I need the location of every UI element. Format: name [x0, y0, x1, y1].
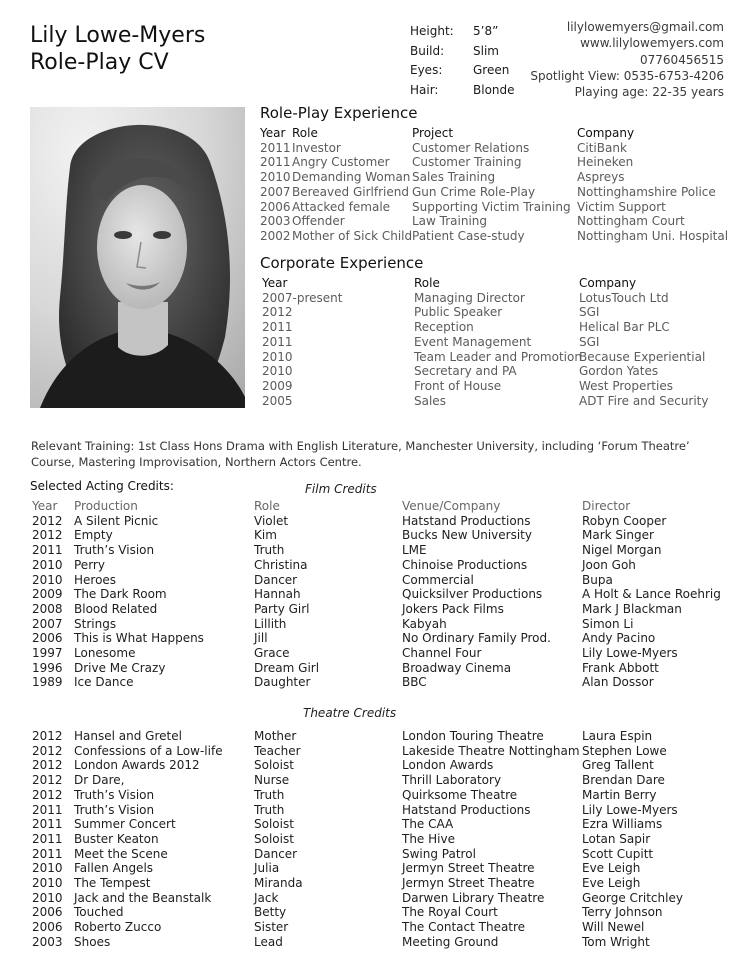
cell-company: LotusTouch Ltd: [579, 290, 669, 305]
cell-venue: Jermyn Street Theatre: [402, 876, 535, 891]
cell-role: Jack: [254, 890, 279, 905]
cell-director: Eve Leigh: [582, 876, 641, 891]
cell-production: Perry: [74, 557, 105, 572]
cell-production: Ice Dance: [74, 675, 134, 690]
roleplay-table: [260, 126, 728, 244]
cell-venue: London Awards: [402, 758, 494, 773]
cell-venue: The CAA: [402, 817, 454, 832]
col-production: Production: [74, 499, 138, 513]
cell-role: Grace: [254, 646, 290, 661]
cell-production: Shoes: [74, 934, 111, 949]
cell-venue: Meeting Ground: [402, 934, 499, 949]
table-row: [32, 543, 721, 558]
col-year: Year: [262, 276, 288, 290]
cell-production: Dr Dare,: [74, 773, 125, 788]
cell-director: Will Newel: [582, 920, 645, 935]
cell-company: Gordon Yates: [579, 364, 659, 379]
table-row: [32, 832, 683, 847]
col-company: Company: [579, 276, 637, 290]
cell-production: Truth’s Vision: [74, 787, 155, 802]
cell-venue: BBC: [402, 675, 427, 690]
cell-year: 1989: [32, 675, 63, 690]
cell-year: 2010: [32, 861, 63, 876]
cell-year: 2010: [260, 170, 291, 185]
cell-role: Soloist: [254, 817, 294, 832]
cell-venue: The Hive: [402, 831, 455, 846]
cell-company: Heineken: [577, 155, 634, 170]
cell-project: Law Training: [412, 214, 488, 229]
cell-production: Truth’s Vision: [74, 802, 155, 817]
cell-year: 2005: [262, 393, 293, 408]
cell-production: Drive Me Crazy: [74, 660, 166, 675]
table-row: [32, 861, 683, 876]
cell-year: 2012: [32, 787, 63, 802]
stat-value: 5’8”: [473, 24, 499, 38]
cell-year: 2002: [260, 228, 291, 243]
cell-role: Reception: [414, 320, 474, 335]
table-row: [262, 350, 709, 365]
theatre-credits-table: [32, 729, 683, 950]
table-row: [32, 817, 683, 832]
cell-role: Mother of Sick Child: [292, 228, 413, 243]
cell-director: Mark Singer: [582, 528, 654, 543]
cell-role: Sister: [254, 920, 289, 935]
cell-role: Nurse: [254, 773, 290, 788]
cell-year: 1997: [32, 646, 63, 661]
cell-director: Eve Leigh: [582, 861, 641, 876]
table-row: [262, 335, 709, 350]
spotlight-id: Spotlight View: 0535-6753-4206: [530, 68, 724, 83]
table-row: [32, 803, 683, 818]
table-row: [262, 305, 709, 320]
cell-role: Demanding Woman: [292, 170, 411, 185]
cell-year: 2003: [32, 934, 63, 949]
col-project: Project: [412, 126, 454, 140]
cell-company: Nottingham Uni. Hospital: [577, 228, 729, 243]
cell-venue: Channel Four: [402, 646, 482, 661]
cell-role: Party Girl: [254, 601, 310, 616]
cell-role: Event Management: [414, 334, 532, 349]
cell-production: Jack and the Beanstalk: [74, 890, 212, 905]
table-row: [262, 291, 709, 306]
cell-company: Nottingham Court: [577, 214, 685, 229]
cell-year: 2007-present: [262, 290, 343, 305]
cell-venue: LME: [402, 543, 427, 558]
cell-role: Mother: [254, 729, 297, 743]
stat-row: [410, 22, 515, 42]
cell-company: Helical Bar PLC: [579, 320, 670, 335]
cell-role: Soloist: [254, 831, 294, 846]
table-row: [32, 758, 683, 773]
col-company: Company: [577, 126, 635, 140]
stat-label: Hair:: [410, 83, 439, 98]
cell-production: Strings: [74, 616, 117, 631]
cell-role: Soloist: [254, 758, 294, 773]
cell-production: This is What Happens: [74, 631, 204, 646]
table-row: [32, 788, 683, 803]
roleplay-title: Role-Play Experience: [260, 104, 418, 122]
cell-director: Joon Goh: [582, 557, 636, 572]
cell-role: Dream Girl: [254, 660, 320, 675]
cell-venue: Bucks New University: [402, 528, 532, 543]
cell-venue: Quirksome Theatre: [402, 787, 518, 802]
cell-venue: The Contact Theatre: [402, 920, 526, 935]
cell-venue: Quicksilver Productions: [402, 587, 543, 602]
cell-role: Betty: [254, 905, 287, 920]
cell-production: Empty: [74, 528, 113, 543]
cell-year: 2011: [262, 320, 293, 335]
cell-year: 2007: [32, 616, 63, 631]
cell-venue: Darwen Library Theatre: [402, 890, 545, 905]
website-link[interactable]: www.lilylowemyers.com: [580, 36, 724, 51]
cell-year: 2011: [32, 846, 63, 861]
cell-year: 2012: [32, 513, 63, 528]
cell-role: Angry Customer: [292, 155, 390, 170]
table-row: [32, 935, 683, 950]
cell-production: Heroes: [74, 572, 117, 587]
cell-production: Truth’s Vision: [74, 543, 155, 558]
table-row: [32, 617, 721, 632]
cell-director: Nigel Morgan: [582, 543, 662, 558]
cell-production: Confessions of a Low-life: [74, 743, 223, 758]
table-header: [262, 276, 709, 291]
cell-role: Offender: [292, 214, 345, 229]
col-role: Role: [414, 276, 440, 290]
cell-venue: Kabyah: [402, 616, 447, 631]
table-row: [32, 920, 683, 935]
table-row: [260, 185, 728, 200]
cell-year: 2012: [32, 729, 63, 743]
table-row: [262, 364, 709, 379]
cell-production: Fallen Angels: [74, 861, 154, 876]
cell-role: Bereaved Girlfriend: [292, 184, 409, 199]
cell-year: 2010: [32, 890, 63, 905]
cell-role: Sales: [414, 393, 446, 408]
cell-company: ADT Fire and Security: [579, 393, 709, 408]
cell-production: Hansel and Gretel: [74, 729, 182, 743]
cell-year: 2011: [260, 140, 291, 155]
film-credits-title: Film Credits: [305, 482, 377, 496]
cell-role: Christina: [254, 557, 308, 572]
stat-row: [410, 81, 515, 101]
cell-venue: The Royal Court: [402, 905, 498, 920]
cell-production: London Awards 2012: [74, 758, 200, 773]
cell-production: The Dark Room: [74, 587, 167, 602]
cell-year: 2006: [32, 920, 63, 935]
cell-year: 2010: [262, 364, 293, 379]
cell-director: Greg Tallent: [582, 758, 654, 773]
table-row: [260, 170, 728, 185]
cell-director: Simon Li: [582, 616, 634, 631]
cell-director: Lotan Sapir: [582, 831, 651, 846]
stat-label: Build:: [410, 43, 445, 58]
cell-company: CitiBank: [577, 140, 627, 155]
table-row: [32, 675, 721, 690]
headshot-photo: [30, 107, 245, 408]
table-row: [260, 155, 728, 170]
cell-venue: London Touring Theatre: [402, 729, 544, 743]
cell-director: Mark J Blackman: [582, 601, 682, 616]
cell-venue: Commercial: [402, 572, 474, 587]
stat-value: Green: [473, 63, 510, 78]
cell-company: SGI: [579, 334, 600, 349]
cell-year: 2011: [262, 334, 293, 349]
cell-year: 2011: [32, 543, 63, 558]
table-row: [32, 744, 683, 759]
cell-role: Julia: [254, 861, 280, 876]
cell-director: George Critchley: [582, 890, 683, 905]
table-row: [32, 646, 721, 661]
cell-year: 2012: [32, 528, 63, 543]
cell-role: Lead: [254, 934, 283, 949]
table-row: [32, 602, 721, 617]
cell-venue: Chinoise Productions: [402, 557, 528, 572]
cell-production: Touched: [74, 905, 124, 920]
table-row: [32, 891, 683, 906]
phone-number: 07760456515: [640, 52, 724, 67]
corporate-title: Corporate Experience: [260, 254, 424, 272]
cell-director: Laura Espin: [582, 729, 653, 743]
cell-role: Attacked female: [292, 199, 391, 214]
cell-director: Martin Berry: [582, 787, 657, 802]
playing-age: Playing age: 22-35 years: [574, 85, 724, 100]
table-row: [32, 876, 683, 891]
cell-role: Dancer: [254, 846, 298, 861]
theatre-credits-title: Theatre Credits: [303, 706, 397, 720]
cell-year: 2010: [262, 349, 293, 364]
cell-production: Roberto Zucco: [74, 920, 162, 935]
table-row: [32, 514, 721, 529]
cell-project: Gun Crime Role-Play: [412, 184, 536, 199]
stat-value: Slim: [473, 43, 499, 58]
cell-venue: Jokers Pack Films: [402, 601, 504, 616]
cell-role: Truth: [254, 787, 285, 802]
cell-venue: Broadway Cinema: [402, 660, 512, 675]
cell-director: Ezra Williams: [582, 817, 663, 832]
cell-director: Andy Pacino: [582, 631, 656, 646]
cell-role: Jill: [254, 631, 268, 646]
table-row: [32, 905, 683, 920]
table-row: [260, 141, 728, 156]
email-link[interactable]: lilylowemyers@gmail.com: [566, 20, 724, 34]
cell-production: The Tempest: [74, 876, 151, 891]
cell-role: Teacher: [254, 743, 301, 758]
cell-company: Because Experiential: [579, 349, 706, 364]
cell-year: 2006: [32, 631, 63, 646]
col-role: Role: [254, 499, 280, 513]
cv-subtitle: Role-Play CV: [30, 50, 169, 75]
cell-role: Public Speaker: [414, 305, 503, 320]
cell-production: A Silent Picnic: [74, 513, 159, 528]
cell-year: 2012: [262, 305, 293, 320]
table-row: [260, 214, 728, 229]
cell-year: 2011: [32, 831, 63, 846]
col-role: Role: [292, 126, 318, 140]
table-row: [262, 320, 709, 335]
cell-year: 2006: [260, 199, 291, 214]
table-header: [32, 499, 721, 514]
cell-director: Frank Abbott: [582, 660, 659, 675]
table-row: [32, 773, 683, 788]
cell-year: 2006: [32, 905, 63, 920]
cell-role: Miranda: [254, 876, 303, 891]
cell-year: 2011: [32, 817, 63, 832]
cell-venue: No Ordinary Family Prod.: [402, 631, 551, 646]
cell-project: Customer Training: [412, 155, 522, 170]
table-row: [260, 200, 728, 215]
stat-row: [410, 42, 515, 62]
cell-year: 2010: [32, 876, 63, 891]
table-row: [260, 229, 728, 244]
cell-director: Bupa: [582, 572, 613, 587]
cell-company: Nottinghamshire Police: [577, 184, 716, 199]
cell-director: Alan Dossor: [582, 675, 654, 690]
cell-year: 2012: [32, 773, 63, 788]
cell-director: Scott Cupitt: [582, 846, 654, 861]
cell-venue: Lakeside Theatre Nottingham: [402, 743, 580, 758]
cell-company: SGI: [579, 305, 600, 320]
cell-director: A Holt & Lance Roehrig: [582, 587, 721, 602]
cell-venue: Jermyn Street Theatre: [402, 861, 535, 876]
cell-role: Managing Director: [414, 290, 525, 305]
cell-director: Brendan Dare: [582, 773, 665, 788]
cell-company: West Properties: [579, 378, 673, 393]
cell-year: 2003: [260, 214, 291, 229]
cell-production: Summer Concert: [74, 817, 176, 832]
cell-project: Sales Training: [412, 170, 496, 185]
cell-production: Lonesome: [74, 646, 136, 661]
table-row: [32, 661, 721, 676]
cell-year: 1996: [32, 660, 63, 675]
relevant-training: Relevant Training: 1st Class Hons Drama with English Literature, Manchester University, including ‘Forum Theatre’ Course, Mastering Improvisation, Northern Actors Centre.: [31, 439, 690, 469]
cell-venue: Hatstand Productions: [402, 802, 531, 817]
cell-year: 2012: [32, 743, 63, 758]
cell-role: Front of House: [414, 378, 502, 393]
col-year: Year: [260, 126, 286, 140]
cell-venue: Hatstand Productions: [402, 513, 531, 528]
cell-production: Buster Keaton: [74, 831, 159, 846]
cell-project: Customer Relations: [412, 140, 530, 155]
cell-role: Truth: [254, 543, 285, 558]
cell-role: Secretary and PA: [414, 364, 517, 379]
cell-production: Blood Related: [74, 601, 158, 616]
table-row: [32, 587, 721, 602]
cell-director: Tom Wright: [582, 934, 650, 949]
cell-director: Robyn Cooper: [582, 513, 667, 528]
table-row: [32, 729, 683, 744]
col-year: Year: [32, 499, 58, 513]
cell-role: Dancer: [254, 572, 298, 587]
table-row: [32, 528, 721, 543]
table-row: [262, 379, 709, 394]
stat-label: Height:: [410, 24, 454, 38]
table-row: [32, 558, 721, 573]
physical-stats: [410, 22, 515, 101]
table-row: [262, 394, 709, 409]
contact-block: [530, 19, 724, 100]
cell-venue: Swing Patrol: [402, 846, 476, 861]
col-director: Director: [582, 499, 631, 513]
cell-role: Investor: [292, 140, 341, 155]
cell-director: Stephen Lowe: [582, 743, 667, 758]
cell-role: Daughter: [254, 675, 311, 690]
table-row: [32, 847, 683, 862]
cell-project: Supporting Victim Training: [412, 199, 571, 214]
cell-venue: Thrill Laboratory: [402, 773, 502, 788]
table-row: [32, 573, 721, 588]
cell-role: Hannah: [254, 587, 301, 602]
table-header: [260, 126, 728, 141]
cell-director: Lily Lowe-Myers: [582, 646, 678, 661]
cell-year: 2010: [32, 557, 63, 572]
cell-director: Lily Lowe-Myers: [582, 802, 678, 817]
cv-header: [30, 22, 205, 76]
stat-label: Eyes:: [410, 63, 443, 78]
cell-director: Terry Johnson: [582, 905, 663, 920]
cell-year: 2012: [32, 758, 63, 773]
stat-value: Blonde: [473, 83, 515, 98]
cell-year: 2007: [260, 184, 291, 199]
cell-year: 2009: [32, 587, 63, 602]
cell-year: 2011: [260, 155, 291, 170]
cell-role: Kim: [254, 528, 277, 543]
stat-row: [410, 61, 515, 81]
cell-role: Lillith: [254, 616, 287, 631]
cell-year: 2011: [32, 802, 63, 817]
cell-year: 2008: [32, 601, 63, 616]
cell-company: Aspreys: [577, 170, 625, 185]
corporate-table: [262, 276, 709, 408]
col-venue: Venue/Company: [402, 499, 501, 513]
cell-year: 2010: [32, 572, 63, 587]
cell-production: Meet the Scene: [74, 846, 168, 861]
cell-role: Violet: [254, 513, 289, 528]
cell-project: Patient Case-study: [412, 228, 525, 243]
cell-role: Team Leader and Promotion: [414, 349, 582, 364]
table-row: [32, 631, 721, 646]
person-name: Lily Lowe-Myers: [30, 23, 206, 48]
film-credits-table: [32, 499, 721, 690]
cell-year: 2009: [262, 378, 293, 393]
cell-role: Truth: [254, 802, 285, 817]
credits-title: Selected Acting Credits:: [30, 479, 174, 493]
cell-company: Victim Support: [577, 199, 666, 214]
